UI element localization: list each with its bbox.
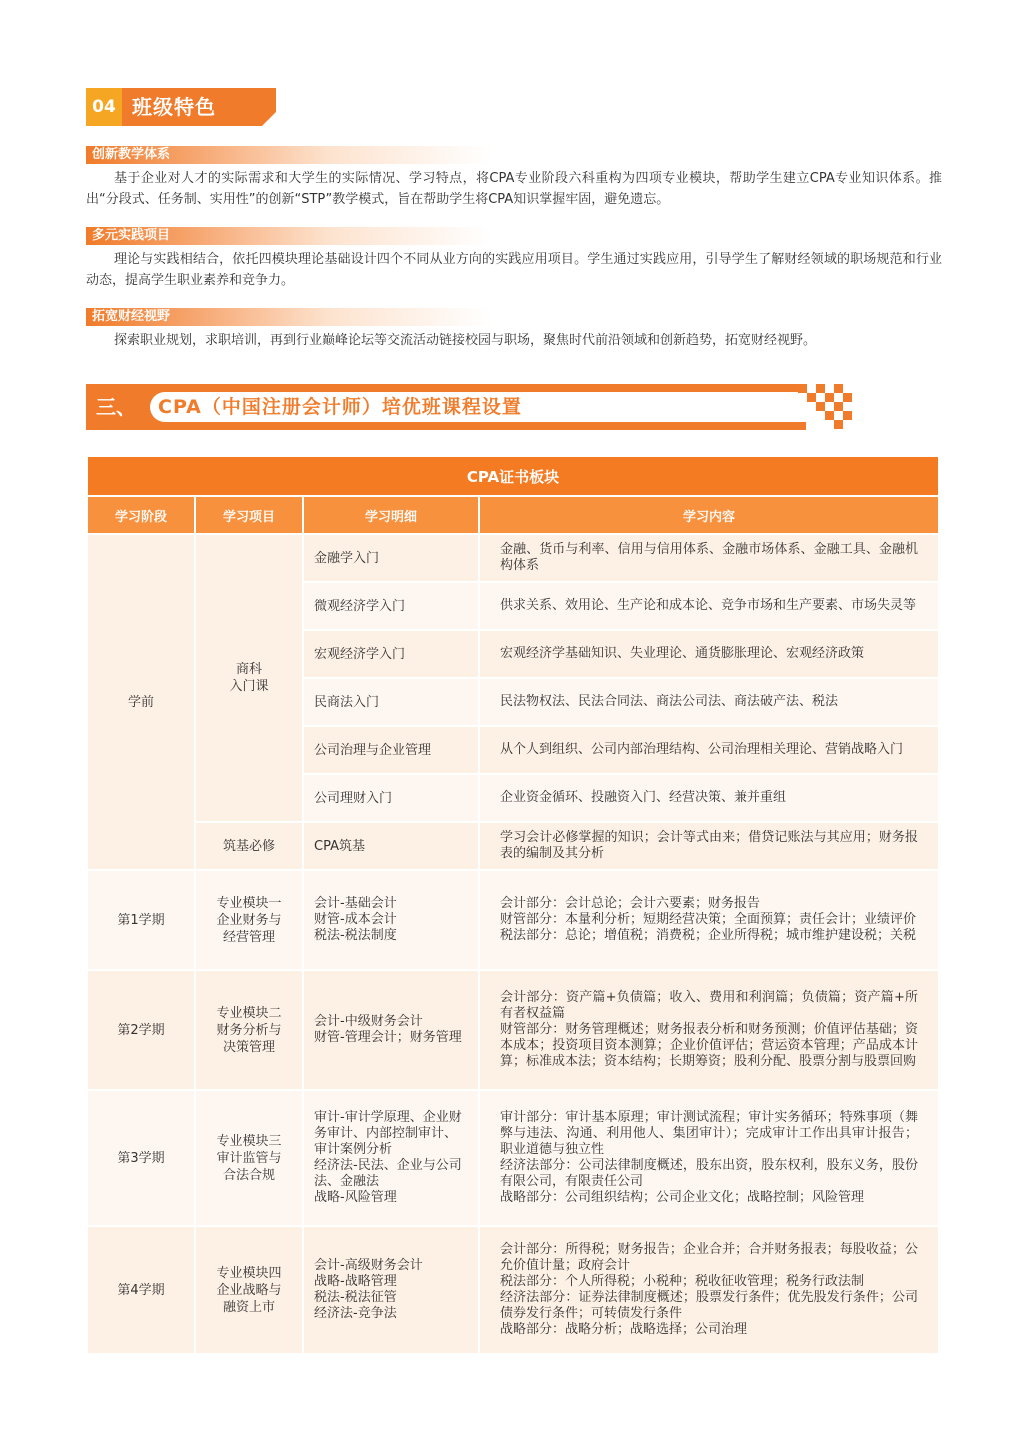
content-cell: 会计部分：所得税；财务报告；企业合并；合并财务报表；每股收益；公允价值计量；政府会计 税法部分：个人所得税；小税种；税收征收管理；税务行政法制 经济法部分：证券法律制度概述；股票发行条件；优先股发行条件；公司债券发行条件；可转债发行条件 战略部分：战略分析；战略选择；公司治理 [479, 1226, 939, 1354]
course-table [86, 455, 938, 1355]
detail-cell: 会计-基础会计 财管-成本会计 税法-税法制度 [303, 870, 479, 970]
detail-cell: 公司治理与企业管理 [303, 726, 479, 774]
section-04-number: 04 [86, 88, 122, 126]
header-stage: 学习阶段 [87, 496, 195, 534]
table-row [87, 1090, 939, 1226]
project-cell: 专业模块一 企业财务与 经营管理 [195, 870, 303, 970]
stage-cell: 第2学期 [87, 970, 195, 1090]
table-row [87, 1226, 939, 1354]
content-cell: 企业资金循环、投融资入门、经营决策、兼并重组 [479, 774, 939, 822]
header-project: 学习项目 [195, 496, 303, 534]
detail-cell: 会计-中级财务会计 财管-管理会计；财务管理 [303, 970, 479, 1090]
table-row [87, 534, 939, 582]
detail-cell: 审计-审计学原理、企业财务审计、内部控制审计、审计案例分析 经济法-民法、企业与公司法、金融法 战略-风险管理 [303, 1090, 479, 1226]
section-04-heading [86, 88, 276, 126]
stage-cell: 第4学期 [87, 1226, 195, 1354]
block-label-practice-projects: 多元实践项目 [86, 227, 492, 245]
block-label-finance-vision: 拓宽财经视野 [86, 308, 492, 326]
content-cell: 宏观经济学基础知识、失业理论、通货膨胀理论、宏观经济政策 [479, 630, 939, 678]
block-label-teaching-system: 创新教学体系 [86, 146, 492, 164]
detail-cell: 民商法入门 [303, 678, 479, 726]
table-row [87, 970, 939, 1090]
header-content: 学习内容 [479, 496, 939, 534]
content-cell: 审计部分：审计基本原理；审计测试流程；审计实务循环；特殊事项（舞弊与违法、沟通、利用他人、集团审计）；完成审计工作出具审计报告；职业道德与独立性 经济法部分：公司法律制度概述，股东出资，股东权利，股东义务，股份有限公司，有限责任公司 战略部分：公司组织结构；公司企业文化；战略控制；风险管理 [479, 1090, 939, 1226]
detail-cell: 公司理财入门 [303, 774, 479, 822]
block-text-teaching-system: 基于企业对人才的实际需求和大学生的实际情况、学习特点，将CPA专业阶段六科重构为四项专业模块，帮助学生建立CPA专业知识体系。推出“分段式、任务制、实用性”的创新“STP”教学模式，旨在帮助学生将CPA知识掌握牢固，避免遗忘。 [86, 171, 942, 207]
detail-cell: 会计-高级财务会计 战略-战略管理 税法-税法征管 经济法-竞争法 [303, 1226, 479, 1354]
table-row [87, 822, 939, 870]
project-cell: 商科 入门课 [195, 534, 303, 822]
project-cell: 专业模块四 企业战略与 融资上市 [195, 1226, 303, 1354]
stage-cell: 第3学期 [87, 1090, 195, 1226]
detail-cell: 微观经济学入门 [303, 582, 479, 630]
content-cell: 会计部分：资产篇+负债篇；收入、费用和利润篇；负债篇；资产篇+所有者权益篇 财管部分：财务管理概述；财务报表分析和财务预测；价值评估基础；资本成本；投资项目资本测算；企业价值评估；营运资本管理；产品成本计算；标准成本法；资本结构；长期筹资；股利分配、股票分割与股票回购 [479, 970, 939, 1090]
block-text-practice-projects: 理论与实践相结合，依托四模块理论基础设计四个不同从业方向的实践应用项目。学生通过实践应用，引导学生了解财经领域的职场规范和行业动态，提高学生职业素养和竞争力。 [86, 252, 942, 288]
content-cell: 会计部分：会计总论；会计六要素；财务报告 财管部分：本量利分析；短期经营决策；全面预算；责任会计；业绩评价 税法部分：总论；增值税；消费税；企业所得税；城市维护建设税；关税 [479, 870, 939, 970]
content-cell: 供求关系、效用论、生产论和成本论、竞争市场和生产要素、市场失灵等 [479, 582, 939, 630]
checker-decoration [798, 384, 854, 430]
table-caption: CPA证书板块 [87, 456, 939, 496]
stage-cell: 学前 [87, 534, 195, 870]
section-3-heading [86, 384, 854, 430]
content-cell: 学习会计必修掌握的知识；会计等式由来；借贷记账法与其应用；财务报表的编制及其分析 [479, 822, 939, 870]
corner-fold-decoration [262, 112, 276, 126]
stage-cell: 第1学期 [87, 870, 195, 970]
header-detail: 学习明细 [303, 496, 479, 534]
section-3-title: CPA（中国注册会计师）培优班课程设置 [158, 396, 522, 418]
detail-cell: 金融学入门 [303, 534, 479, 582]
section-3-prefix: 三、 [96, 395, 136, 419]
content-cell: 民法物权法、民法合同法、商法公司法、商法破产法、税法 [479, 678, 939, 726]
project-cell: 专业模块二 财务分析与 决策管理 [195, 970, 303, 1090]
content-cell: 金融、货币与利率、信用与信用体系、金融市场体系、金融工具、金融机构体系 [479, 534, 939, 582]
detail-cell: CPA筑基 [303, 822, 479, 870]
table-row [87, 870, 939, 970]
project-cell: 专业模块三 审计监管与 合法合规 [195, 1090, 303, 1226]
section-04-title: 班级特色 [132, 95, 216, 119]
detail-cell: 宏观经济学入门 [303, 630, 479, 678]
content-cell: 从个人到组织、公司内部治理结构、公司治理相关理论、营销战略入门 [479, 726, 939, 774]
project-cell: 筑基必修 [195, 822, 303, 870]
block-text-finance-vision: 探索职业规划，求职培训，再到行业巅峰论坛等交流活动链接校园与职场，聚焦时代前沿领域和创新趋势，拓宽财经视野。 [114, 333, 817, 348]
